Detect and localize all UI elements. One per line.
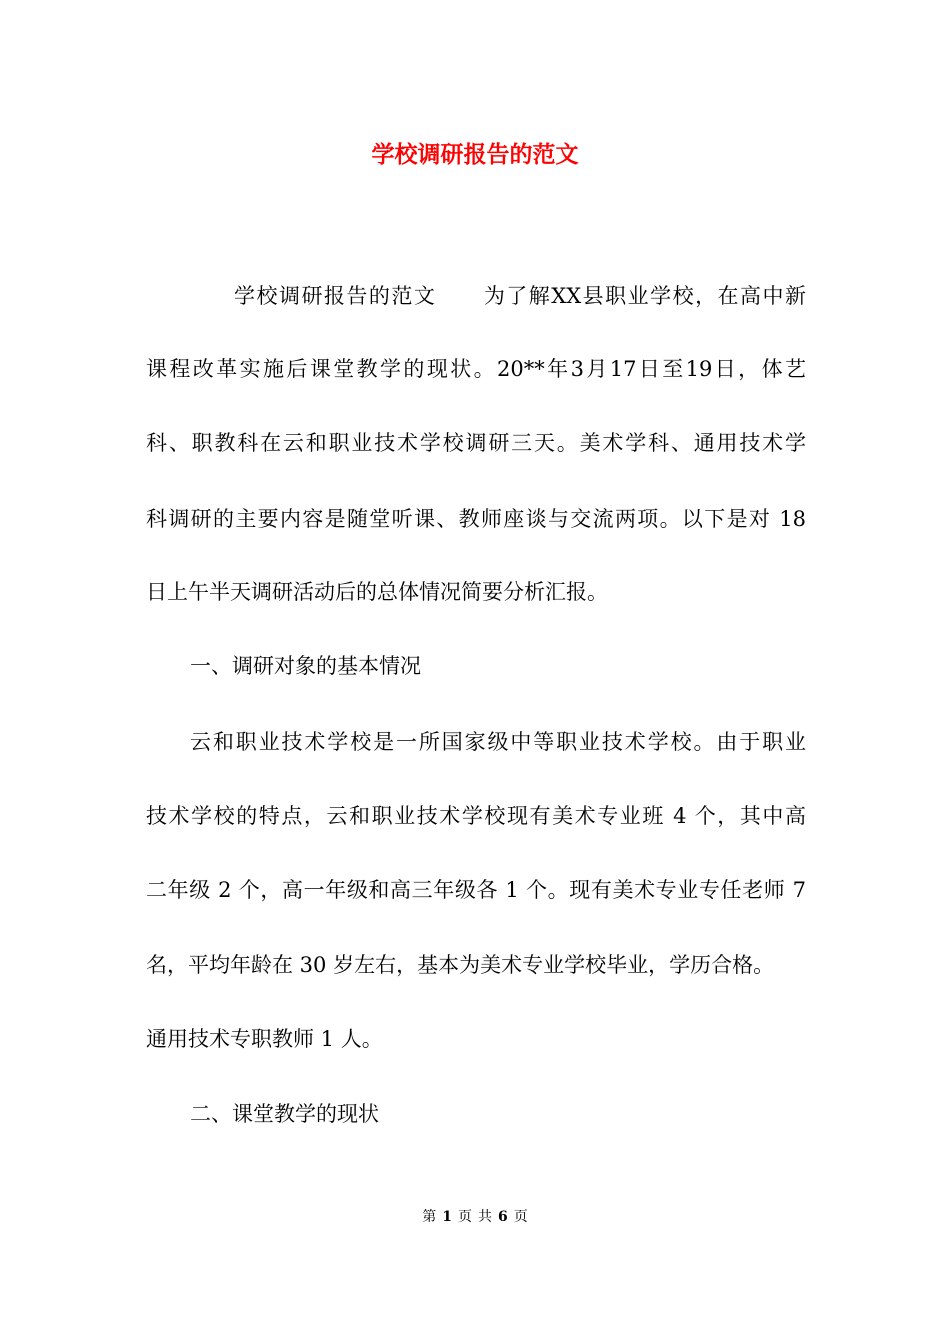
footer-label-total: 共 bbox=[478, 1209, 492, 1225]
paragraph-line: 名，平均年龄在 30 岁左右，基本为美术专业学校毕业，学历合格。 bbox=[146, 953, 775, 977]
paragraph-line bbox=[146, 280, 806, 312]
document-title: 学校调研报告的范文 bbox=[371, 141, 579, 168]
footer-label-page: 第 bbox=[422, 1209, 437, 1225]
page-footer bbox=[0, 1207, 950, 1227]
line-text: 为了解XX县职业学校，在高中新 bbox=[482, 284, 806, 308]
paragraph-line: 日上午半天调研活动后的总体情况简要分析汇报。 bbox=[146, 580, 608, 604]
inline-heading: 学校调研报告的范文 bbox=[234, 284, 437, 308]
paragraph-line: 二年级 2 个，高一年级和高三年级各 1 个。现有美术专业专任老师 7 bbox=[146, 878, 806, 902]
footer-label-page-unit: 页 bbox=[458, 1209, 472, 1225]
paragraph-line: 科、职教科在云和职业技术学校调研三天。美术学科、通用技术学 bbox=[146, 431, 806, 455]
paragraph-line: 科调研的主要内容是随堂听课、教师座谈与交流两项。以下是对 18 bbox=[146, 507, 806, 531]
paragraph-line: 课程改革实施后课堂教学的现状。20**年3月17日至19日，体艺 bbox=[146, 357, 806, 381]
section-heading: 一、调研对象的基本情况 bbox=[190, 654, 421, 678]
footer-total-pages: 6 bbox=[498, 1209, 508, 1225]
section-heading: 二、课堂教学的现状 bbox=[190, 1102, 379, 1126]
footer-label-total-unit: 页 bbox=[513, 1209, 528, 1225]
paragraph-line: 通用技术专职教师 1 人。 bbox=[146, 1027, 383, 1051]
paragraph-line: 云和职业技术学校是一所国家级中等职业技术学校。由于职业 bbox=[190, 730, 806, 754]
footer-page-number: 1 bbox=[442, 1209, 452, 1225]
paragraph-line: 技术学校的特点，云和职业技术学校现有美术专业班 4 个，其中高 bbox=[146, 804, 806, 828]
